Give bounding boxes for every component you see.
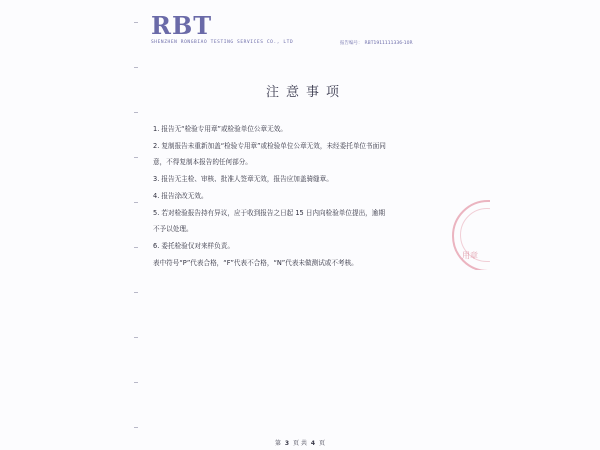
total-pages: 4 xyxy=(310,440,316,447)
notice-item-3 xyxy=(153,174,453,184)
current-page: 3 xyxy=(284,440,290,447)
page-number xyxy=(0,438,600,447)
notice-item-text: 2. 复制报告未重新加盖“检验专用章”或检验单位公章无效，未经委托单位书面同 xyxy=(153,142,386,150)
notice-item-6 xyxy=(153,241,453,251)
notice-item-text: 6. 委托检验仅对来样负责。 xyxy=(153,242,234,250)
notice-item-continuation: 不予以处理。 xyxy=(153,225,193,233)
company-logo: RBT xyxy=(151,11,213,40)
notice-item-text: 3. 报告无主检、审核、批准人签章无效，报告应加盖骑缝章。 xyxy=(153,175,333,183)
page-title: 注意事项 xyxy=(265,85,346,100)
notice-item-text: 1. 报告无“检验专用章”或检验单位公章无效。 xyxy=(153,125,287,133)
page-number-suffix: 页 xyxy=(318,440,325,447)
notice-item-continuation: 意，不得复制本报告的任何部分。 xyxy=(153,158,252,166)
page-number-middle: 页 共 xyxy=(293,440,307,447)
notice-item-2 xyxy=(153,141,453,167)
report-number xyxy=(340,40,413,46)
notice-item-1 xyxy=(153,124,453,134)
symbol-legend: 表中符号“P”代表合格，“F”代表不合格，“N”代表未做测试或不考核。 xyxy=(153,259,358,267)
seal-text: 用章 xyxy=(462,251,478,260)
company-name: SHENZHEN RONGBIAO TESTING SERVICES CO., LTD xyxy=(151,40,294,45)
notice-item-text: 4. 报告涂改无效。 xyxy=(153,192,208,200)
page-number-prefix: 第 xyxy=(274,440,281,447)
official-seal-stamp xyxy=(452,200,490,270)
notice-item-text: 5. 若对检验报告持有异议，应于收到报告之日起 15 日内向检验单位提出，逾期 xyxy=(153,209,385,217)
notice-item-5 xyxy=(153,208,453,234)
notice-list xyxy=(153,124,453,275)
report-number-value: RBT1911111336-10R xyxy=(364,41,413,46)
report-number-label: 报告编号： xyxy=(340,41,363,46)
notice-item-4 xyxy=(153,191,453,201)
